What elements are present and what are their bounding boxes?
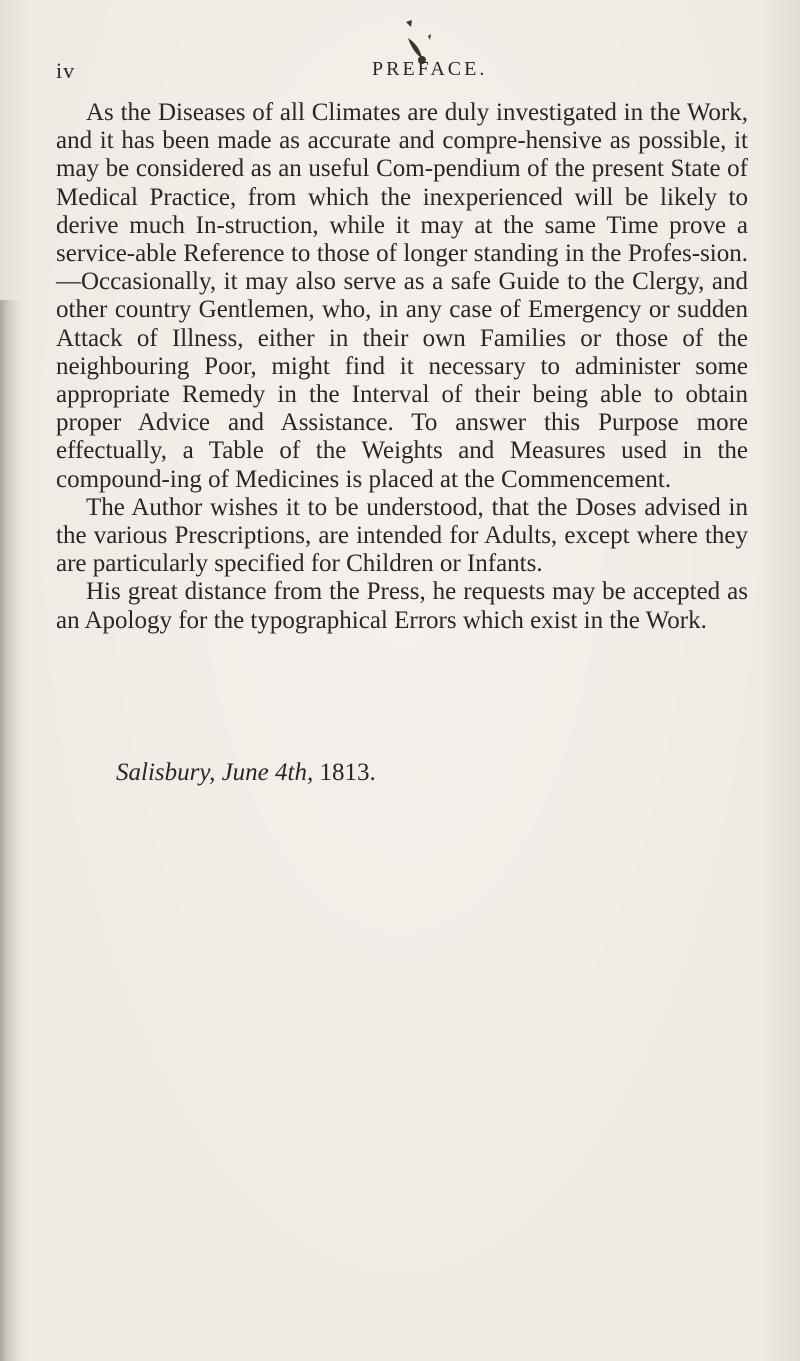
paragraph: As the Diseases of all Climates are duly investigated in the Work, and it has been made as accurate and compre-hensive as possible, it may be considered as an useful Com-pendium of the present State of Medical Practice, from which the inexperienced will be likely to derive much In-struction, while it may at the same Time prove a service-able Reference to those of longer standing in the Profes-sion.—Occasionally, it may also serve as a safe Guide to the Clergy, and other country Gentlemen, who, in any case of Emergency or sudden Attack of Illness, either in their own Families or those of the neighbouring Poor, might find it necessary to administer some appropriate Remedy in the Interval of their being able to obtain proper Advice and Assistance. To answer this Purpose more effectually, a Table of the Weights and Measures used in the compound-ing of Medicines is placed at the Commencement. [56, 99, 748, 493]
signature-year: 1813. [319, 759, 376, 786]
preface-text [56, 99, 748, 635]
paragraph: The Author wishes it to be understood, that the Doses advised in the various Prescriptions, are intended for Adults, except where they are particularly specified for Children or Infants. [56, 493, 748, 578]
page-header [56, 58, 748, 88]
signature-place: Salisbury, [116, 759, 216, 786]
page-number: iv [56, 58, 76, 83]
running-head: PREFACE. [372, 58, 488, 80]
paragraph: His great distance from the Press, he requests may be accepted as an Apology for the typographical Errors which exist in the Work. [56, 578, 748, 634]
signature-line [116, 758, 376, 788]
page-gutter-shadow [0, 300, 22, 1361]
signature-date: June 4th, [221, 759, 314, 786]
